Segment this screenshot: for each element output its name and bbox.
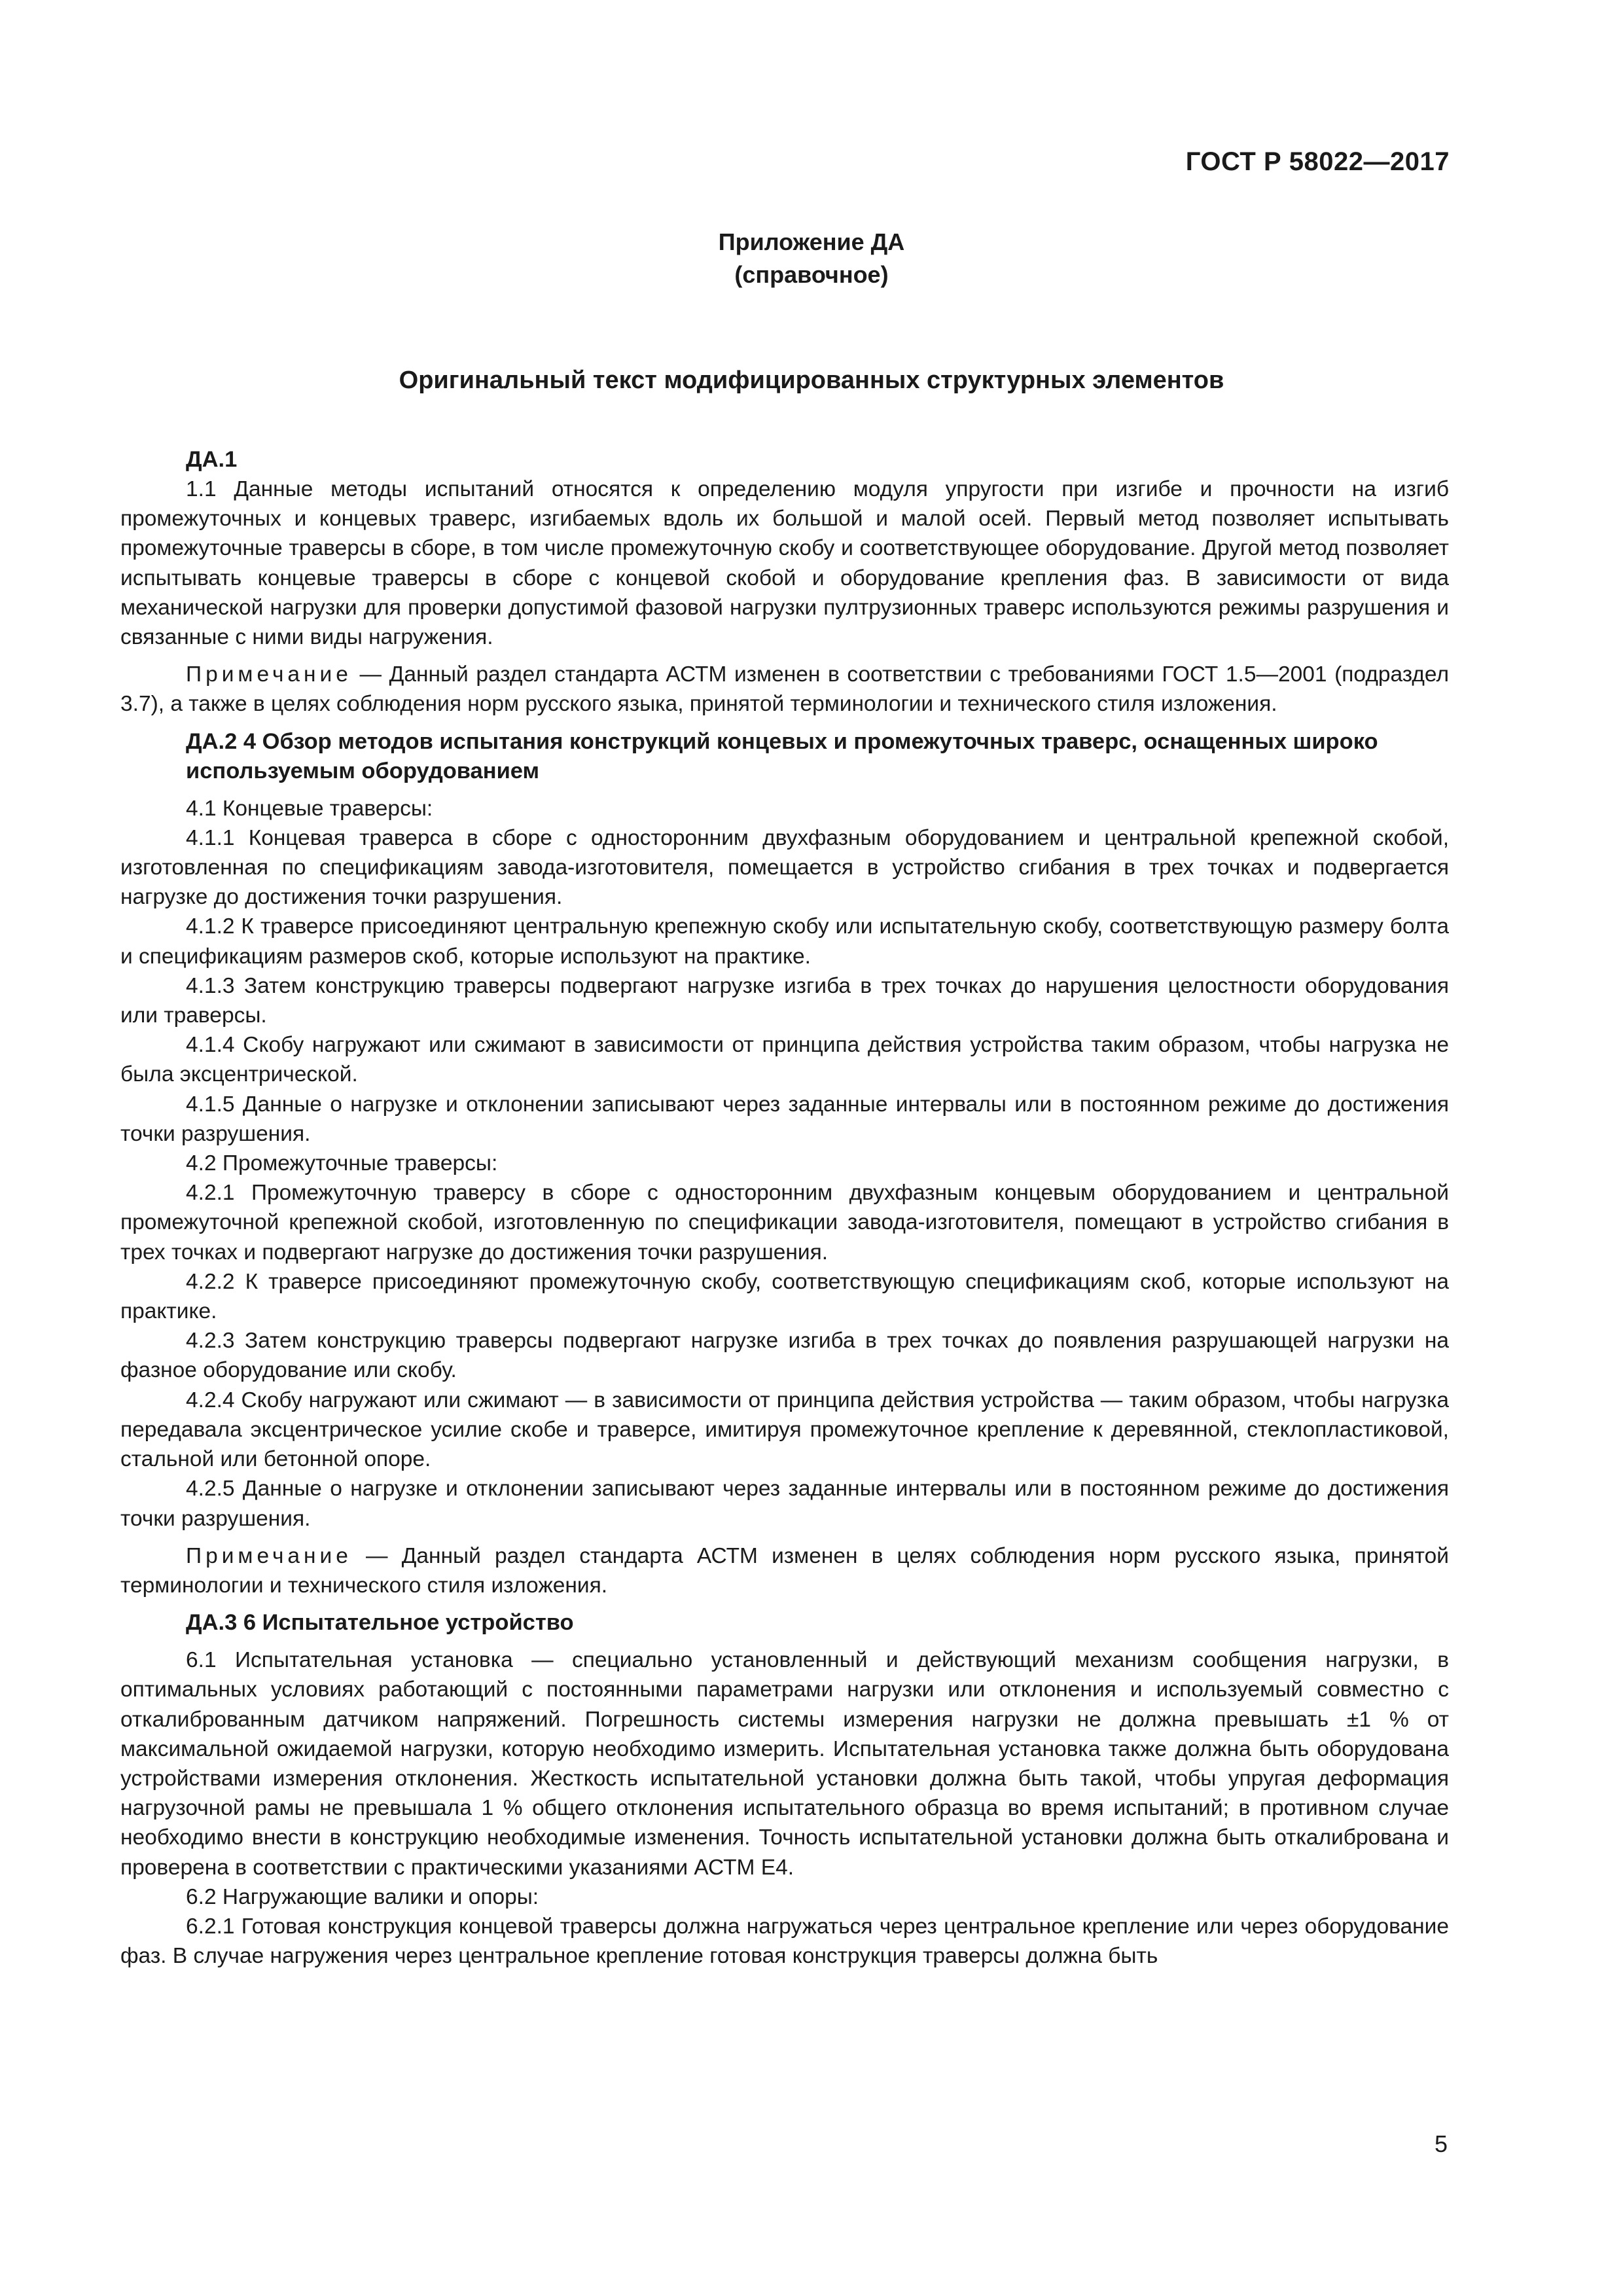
annex-subtitle: (справочное) (734, 261, 889, 288)
note-label: Примечание (186, 662, 352, 687)
paragraph-4-1: 4.1 Концевые траверсы: (186, 796, 433, 821)
paragraph-6-2: 6.2 Нагружающие валики и опоры: (186, 1884, 539, 1909)
annex-title: Приложение ДА (718, 228, 905, 255)
section-heading-da1: ДА.1 (186, 447, 238, 472)
document-id: ГОСТ Р 58022—2017 (1185, 147, 1450, 176)
paragraph-4-2-4: 4.2.4 Скобу нагружают или сжимают — в зависимости от принципа действия устройства — таким образом, чтобы нагрузка передавала эксцентрическое усилие скобе и траверсе, имитируя промежуточное крепление к деревянной, стеклопластиковой, стальной или бетонной опоре. (120, 1388, 1449, 1472)
paragraph-4-2-3: 4.2.3 Затем конструкцию траверсы подвергают нагрузке изгиба в трех точках до появления разрушающей нагрузки на фазное оборудование или скобу. (120, 1329, 1449, 1383)
main-title: Оригинальный текст модифицированных структурных элементов (399, 367, 1224, 394)
page-number: 5 (1434, 2130, 1448, 2157)
note-text: — Данный раздел стандарта АСТМ изменен в целях соблюдения норм русского языка, принятой терминологии и технического стиля изложения. (120, 1543, 1449, 1598)
document-body (120, 445, 1449, 1971)
note-label: Примечание (186, 1543, 352, 1568)
paragraph-4-1-5: 4.1.5 Данные о нагрузке и отклонении записывают через заданные интервалы или в постоянном режиме до достижения точки разрушения. (120, 1092, 1449, 1146)
paragraph-6-1: 6.1 Испытательная установка — специально установленный и действующий механизм сообщения нагрузки, в оптимальных условиях работающий с постоянными параметрами нагрузки или отклонения и используемый совместно с откалиброванным датчиком напряжений. Погрешность системы измерения нагрузки не должна превышать ±1 % от максимальной ожидаемой нагрузки, которую необходимо измерить. Испытательная установка также должна быть оборудована устройствами измерения отклонения. Жесткость испытательной установки должна быть такой, чтобы упругая деформация нагрузочной рамы не превышала 1 % общего отклонения испытательного образца во время испытаний; в противном случае необходимо внести в конструкцию необходимые изменения. Точность испытательной установки должна быть откалибрована и проверена в соответствии с практическими указаниями АСТМ Е4. (120, 1648, 1449, 1880)
paragraph-1-1: 1.1 Данные методы испытаний относятся к определению модуля упругости при изгибе и прочности на изгиб промежуточных и концевых траверс, изгибаемых вдоль их большой и малой осей. Первый метод позволяет испытывать промежуточные траверсы в сборе, в том числе промежуточную скобу и соответствующее оборудование. Другой метод позволяет испытывать концевые траверсы в сборе с концевой скобой и оборудование крепления фаз. В зависимости от вида механической нагрузки для проверки допустимой фазовой нагрузки пултрузионных траверс используются режимы разрушения и связанные с ними виды нагружения. (120, 477, 1449, 650)
paragraph-4-1-4: 4.1.4 Скобу нагружают или сжимают в зависимости от принципа действия устройства таким образом, чтобы нагрузка не была эксцентрической. (120, 1033, 1449, 1087)
paragraph-4-2-5: 4.2.5 Данные о нагрузке и отклонении записывают через заданные интервалы или в постоянном режиме до достижения точки разрушения. (120, 1477, 1449, 1531)
paragraph-4-1-3: 4.1.3 Затем конструкцию траверсы подвергают нагрузке изгиба в трех точках до нарушения целостности оборудования или траверсы. (120, 973, 1449, 1028)
note-da2 (120, 1541, 1449, 1600)
paragraph-4-1-2: 4.1.2 К траверсе присоединяют центральную крепежную скобу или испытательную скобу, соответствующую размеру болта и спецификациям размеров скоб, которые используют на практике. (120, 914, 1449, 969)
section-heading-da3: ДА.3 6 Испытательное устройство (186, 1610, 574, 1636)
paragraph-4-1-1: 4.1.1 Концевая траверса в сборе с односторонним двухфазным оборудованием и центральной крепежной скобой, изготовленная по спецификациям завода-изготовителя, помещается в устройство сгибания в трех точках и подвергается нагрузке до достижения точки разрушения. (120, 825, 1449, 910)
section-heading-da2: ДА.2 4 Обзор методов испытания конструкций концевых и промежуточных траверс, оснащенных широко используемым оборудованием (186, 728, 1378, 783)
paragraph-6-2-1: 6.2.1 Готовая конструкция концевой траверсы должна нагружаться через центральное крепление или через оборудование фаз. В случае нагружения через центральное крепление готовая конструкция траверсы должна быть (120, 1914, 1449, 1969)
note-text: — Данный раздел стандарта АСТМ изменен в соответствии с требованиями ГОСТ 1.5—2001 (подраздел 3.7), а также в целях соблюдения норм русского языка, принятой терминологии и технического стиля изложения. (120, 662, 1449, 717)
paragraph-4-2-1: 4.2.1 Промежуточную траверсу в сборе с односторонним двухфазным концевым оборудованием и центральной промежуточной крепежной скобой, изготовленную по спецификации завода-изготовителя, помещают в устройство сгибания в трех точках и подвергают нагрузке до достижения точки разрушения. (120, 1181, 1449, 1265)
paragraph-4-2: 4.2 Промежуточные траверсы: (186, 1151, 498, 1176)
note-da1 (120, 660, 1449, 719)
paragraph-4-2-2: 4.2.2 К траверсе присоединяют промежуточную скобу, соответствующую спецификациям скоб, которые используют на практике. (120, 1269, 1449, 1324)
annex-heading (0, 226, 1623, 291)
